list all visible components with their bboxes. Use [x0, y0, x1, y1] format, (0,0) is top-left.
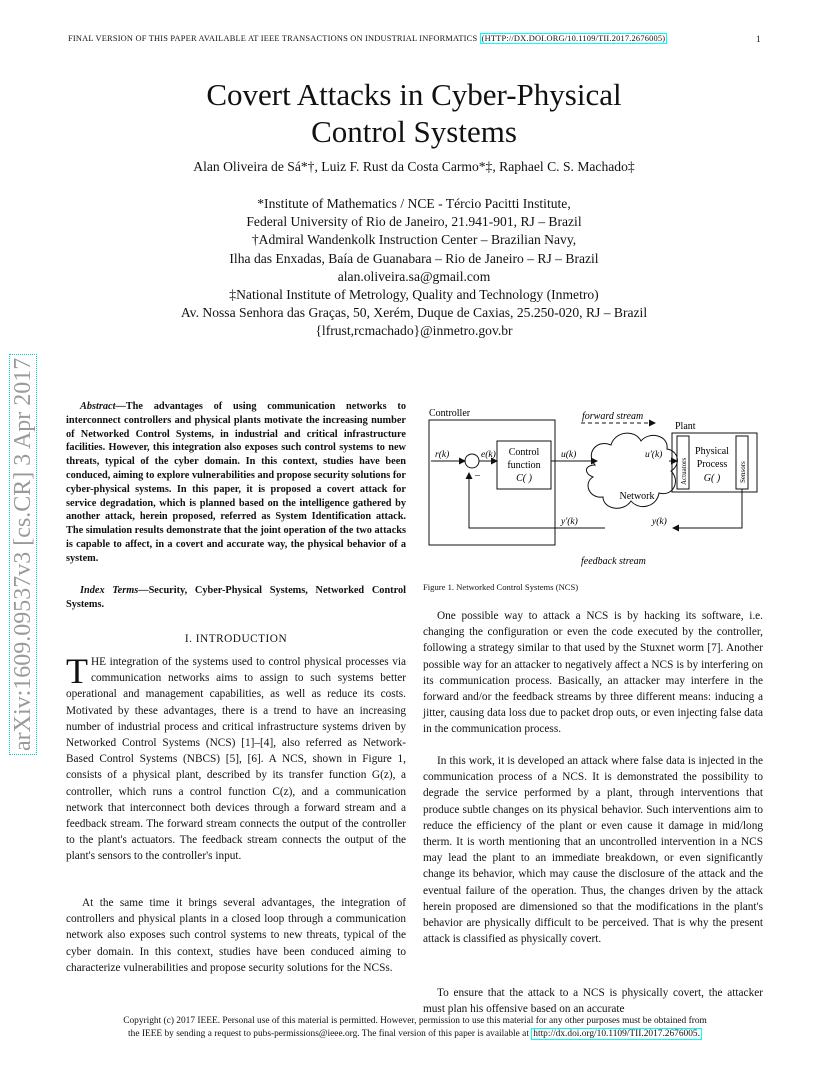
actuators-label: Actuators — [680, 457, 688, 485]
page-number: 1 — [756, 34, 761, 44]
header-doi-link[interactable]: (HTTP://DX.DOI.ORG/10.1109/TII.2017.2676005) — [481, 34, 666, 43]
footer-line-2: the IEEE by sending a request to pubs-permissions@ieee.org. The final version of this paper is available at http://dx.doi.org/10.1109/TII.2017.2676005. — [128, 1029, 700, 1039]
affiliation-line: Av. Nossa Senhora das Graças, 50, Xerém, Duque de Caxias, 25.250-020, RJ – Brazil — [180, 305, 648, 321]
ncs-diagram — [425, 403, 765, 573]
physical-label-1: Physical — [695, 446, 729, 457]
sensors-label: Sensors — [739, 461, 747, 483]
minus-sign: – — [475, 470, 480, 481]
copyright-footer — [66, 1015, 764, 1041]
rk-label: r(k) — [435, 450, 450, 460]
col2-paragraph-1: One possible way to attack a NCS is by hacking its software, i.e. changing the configuration or even the code executed by the controller, following a strategy similar to that used by the Stuxnet worm [7]. Another possible way for an attacker to negatively affect a NCS is by interfering on its communication process. Basically, an attacker may interfere in the forward and/or the feedback streams by three different means: inducing a jitter, causing data loss due to packet drop outs, or even injecting false data in the communication process. — [423, 610, 763, 736]
network-label: Network — [619, 491, 655, 502]
feedback-stream-label: feedback stream — [581, 556, 646, 567]
col2-paragraph-2: In this work, it is developed an attack where false data is injected in the communication process of a NCS. It is demonstrated the possibility to degrade the service performed by a plant, through interventions that produce subtle changes on its physical behavior. Such interventions aim to reduce the efficiency of the plant or even cause it damage in mid/long therm. It is worth mentioning that an uncontrolled intervention in a NCS may lead the plant to an immediate breakdown, or even significantly change its behavior, which may cause the disclosure of the attack and the eventual failure of the operation. Thus, the changes driven by the attack herein proposed are dimensioned so that the modifications in the plant's behavior are physically difficult to be perceived. That is why the present attack is classified as physically covert. — [423, 755, 763, 946]
controller-box — [429, 420, 555, 545]
upk-label: u'(k) — [645, 450, 663, 460]
header-text: FINAL VERSION OF THIS PAPER AVAILABLE AT IEEE TRANSACTIONS ON INDUSTRIAL INFORMATICS — [68, 34, 480, 43]
ek-label: e(k) — [481, 450, 496, 460]
index-terms-label: Index Terms — [80, 585, 139, 596]
footer-line-1: Copyright (c) 2017 IEEE. Personal use of this material is permitted. However, permission to use this material for any other purposes must be obtained from — [123, 1016, 707, 1026]
control-function-label-1: Control — [508, 447, 540, 458]
author-email: {lfrust,rcmachado}@inmetro.gov.br — [315, 323, 513, 339]
figure-caption: Figure 1. Networked Control Systems (NCS) — [423, 582, 579, 592]
yk-label: y(k) — [652, 517, 667, 527]
forward-stream-label: forward stream — [582, 411, 644, 422]
running-header — [68, 34, 768, 43]
control-function-label-2: function — [507, 460, 541, 471]
yk-arrow — [673, 489, 742, 528]
control-function-label-3: C( ) — [516, 473, 532, 484]
abstract-text: —The advantages of using communication networks to interconnect controllers and physical plants motivate the increasing number of Networked Control Systems, in industrial and critical infrastructure facilities. However, this integration also exposes such control systems to new threats, typical of the cyber domain. In this context, studies have been conduced, aiming to explore vulnerabilities and propose security solutions for cyber-physical systems. In this paper, it is proposed a covert attack for service degradation, which is planned based on the intelligence gathered by another attack, herein proposed, referred as System Identification attack. The simulation results demonstrate that the joint operation of the two attacks is capable to affect, in a covert and accurate way, the physical behavior of a system. — [66, 401, 407, 564]
physical-label-2: Process — [696, 459, 728, 470]
drop-cap: T — [66, 651, 88, 691]
affiliations — [0, 195, 828, 341]
author-list: Alan Oliveira de Sá*†, Luiz F. Rust da Costa Carmo*‡, Raphael C. S. Machado‡ — [193, 159, 635, 174]
affiliation-line: Federal University of Rio de Janeiro, 21.941-901, RJ – Brazil — [246, 214, 582, 230]
affiliation-line: ‡National Institute of Metrology, Quality and Technology (Inmetro) — [229, 287, 599, 303]
arxiv-stamp[interactable]: arXiv:1609.09537v3 [cs.CR] 3 Apr 2017 — [10, 265, 44, 755]
author-email: alan.oliveira.sa@gmail.com — [337, 268, 491, 284]
index-terms-text: —Security, Cyber-Physical Systems, Networked Control Systems. — [66, 585, 406, 610]
controller-label: Controller — [429, 408, 471, 419]
abstract — [66, 400, 406, 566]
affiliation-line: *Institute of Mathematics / NCE - Tércio Pacitti Institute, — [257, 196, 571, 211]
physical-label-3: G( ) — [703, 473, 721, 484]
affiliation-line: †Admiral Wandenkolk Instruction Center – Brazilian Navy, — [251, 232, 577, 248]
title-line-2: Control Systems — [311, 114, 517, 149]
index-terms — [66, 584, 406, 612]
uk-label: u(k) — [561, 450, 577, 460]
section-heading: I. INTRODUCTION — [184, 633, 288, 645]
intro-paragraph-2: At the same time it brings several advantages, the integration of controllers and physical plants in a closed loop through a communication network also exposes such control systems to new threats, typical of the cyber domain. In this context, studies have been conduced aiming to characterize vulnerabilities and propose security solutions for the NCSs. — [66, 897, 406, 974]
intro-text-1: HE integration of the systems used to control physical processes via communication networks aims to assign to such systems better operational and management capabilities, as well as reduce its costs. Motivated by these advantages, there is a trend to have an increasing number of industrial process and critical infrastructure systems driven by Networked Control Systems (NCS) [1]–[4], also referred as Network-Based Control Systems (NBCS) [5], [6]. A NCS, shown in Figure 1, consists of a physical plant, described by its transfer function G(z), a controller, which runs a control function C(z), and a communication network that interconnect both devices through a forward stream and a feedback stream. The forward stream connects the output of the controller to the plant's actuators. The feedback stream connects the output of the plant's sensors to the controller's input. — [66, 656, 406, 863]
summing-junction — [465, 454, 479, 468]
abstract-label: Abstract — [80, 401, 116, 412]
ypk-arrow — [469, 473, 605, 528]
col2-paragraph-3: To ensure that the attack to a NCS is physically covert, the attacker must plan his offensive based on an accurate — [423, 987, 763, 1016]
paper-title — [0, 76, 828, 150]
affiliation-line: Ilha das Enxadas, Baía de Guanabara – Rio de Janeiro – RJ – Brazil — [229, 250, 599, 266]
ypk-label: y'(k) — [561, 517, 578, 527]
plant-label: Plant — [675, 421, 696, 432]
title-line-1: Covert Attacks in Cyber-Physical — [206, 77, 622, 112]
intro-paragraph-1 — [66, 651, 406, 865]
footer-doi-link[interactable]: http://dx.doi.org/10.1109/TII.2017.2676005. — [533, 1029, 700, 1039]
